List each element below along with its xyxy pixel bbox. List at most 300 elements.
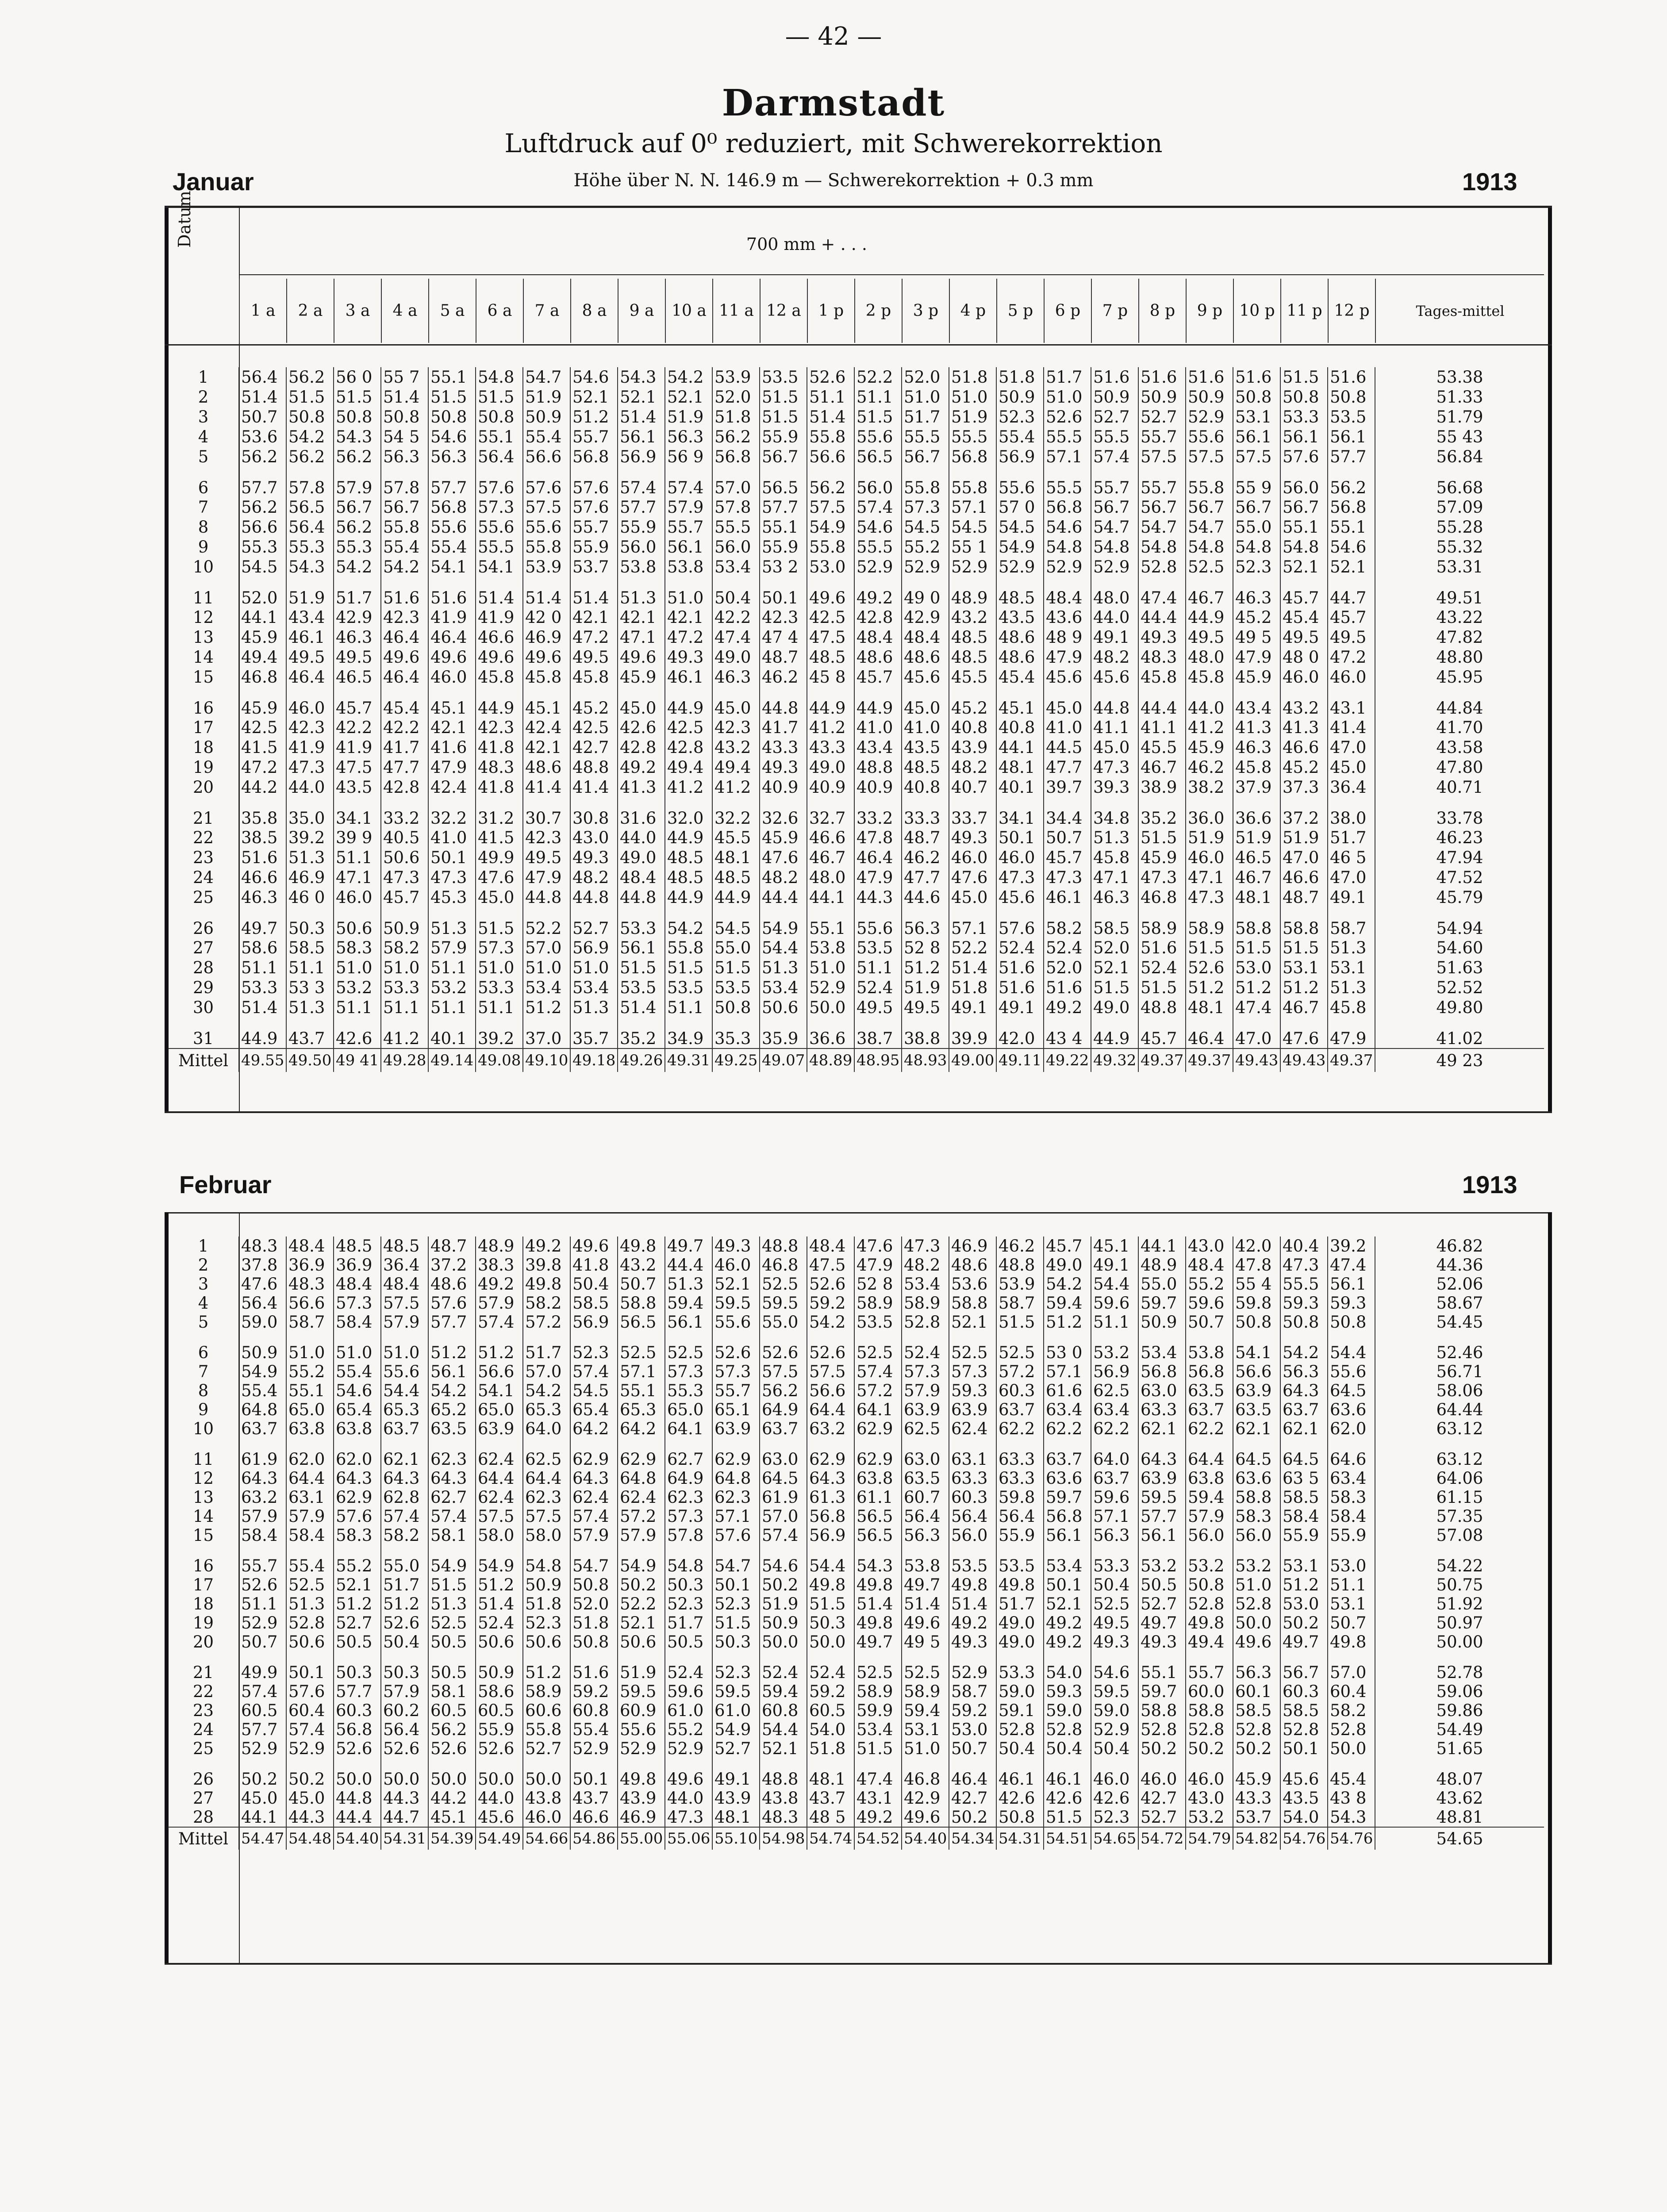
pressure-value: 49.7 <box>1138 1613 1186 1632</box>
pressure-value: 56.4 <box>381 1720 428 1739</box>
pressure-value: 52.9 <box>854 557 902 577</box>
day-number: 28 <box>192 958 214 977</box>
pressure-value: 56.3 <box>428 447 476 467</box>
pressure-value: 36.9 <box>286 1256 334 1275</box>
pressure-value: 41.2 <box>381 1018 428 1048</box>
pressure-value: 50.6 <box>760 998 807 1018</box>
pressure-value: 54.4 <box>1328 1332 1375 1362</box>
pressure-value: 39.2 <box>1328 1237 1375 1256</box>
pressure-value: 53.0 <box>1280 1594 1328 1613</box>
pressure-value: 51.2 <box>1186 978 1233 998</box>
pressure-value: 47.6 <box>476 868 523 887</box>
daily-mean: 51.63 <box>1375 958 1544 978</box>
pressure-value: 55.2 <box>334 1545 381 1575</box>
pressure-value: 40.1 <box>428 1018 476 1048</box>
pressure-value: 47.9 <box>523 868 570 887</box>
pressure-value: 46 0 <box>286 887 334 907</box>
pressure-value: 44.7 <box>381 1808 428 1827</box>
pressure-value: 55.1 <box>286 1381 334 1400</box>
pressure-value: 54.9 <box>996 537 1044 557</box>
pressure-value: 34.1 <box>996 797 1044 828</box>
pressure-value: 44.8 <box>1091 687 1138 718</box>
pressure-value: 51.7 <box>902 407 949 427</box>
pressure-value: 48.8 <box>760 1758 807 1789</box>
pressure-value: 36.0 <box>1186 797 1233 828</box>
pressure-value: 31.2 <box>476 797 523 828</box>
pressure-value: 51.2 <box>570 407 618 427</box>
hourly-mean: 49.32 <box>1091 1048 1138 1072</box>
pressure-value: 64.4 <box>1186 1438 1233 1469</box>
pressure-value: 49.6 <box>428 647 476 667</box>
pressure-value: 64.3 <box>1280 1381 1328 1400</box>
pressure-value: 45.9 <box>239 627 286 647</box>
pressure-value: 56.8 <box>712 447 760 467</box>
pressure-value: 55.1 <box>1280 517 1328 537</box>
pressure-value: 50.8 <box>476 407 523 427</box>
pressure-value: 59.4 <box>1044 1294 1091 1313</box>
hourly-mean: 49.31 <box>665 1048 712 1072</box>
pressure-value: 62.7 <box>428 1488 476 1507</box>
pressure-value: 60.1 <box>1233 1682 1280 1701</box>
pressure-value: 48.4 <box>1044 577 1091 607</box>
pressure-value: 50.2 <box>1280 1613 1328 1632</box>
pressure-value: 45.0 <box>1328 757 1375 777</box>
pressure-value: 52.8 <box>1233 1720 1280 1739</box>
table-row <box>168 887 1544 907</box>
pressure-value: 54.6 <box>570 367 618 387</box>
hour-header-cell: 3 p <box>902 279 949 343</box>
pressure-value: 47.0 <box>1233 1018 1280 1048</box>
pressure-value: 50.7 <box>1328 1613 1375 1632</box>
pressure-value: 60.4 <box>1328 1682 1375 1701</box>
hourly-mean: 54.82 <box>1233 1827 1280 1850</box>
pressure-value: 43.4 <box>1233 687 1280 718</box>
pressure-value: 57.4 <box>854 1362 902 1381</box>
daily-mean: 48.81 <box>1375 1808 1544 1827</box>
pressure-value: 57.9 <box>286 1507 334 1526</box>
pressure-value: 42.3 <box>476 718 523 737</box>
pressure-value: 48.3 <box>286 1275 334 1294</box>
pressure-value: 51.5 <box>665 958 712 978</box>
pressure-value: 47 4 <box>760 627 807 647</box>
pressure-value: 55.7 <box>1138 427 1186 447</box>
pressure-value: 55.5 <box>1044 427 1091 447</box>
pressure-value: 62.5 <box>523 1438 570 1469</box>
pressure-value: 51.7 <box>381 1575 428 1594</box>
pressure-value: 58.6 <box>476 1682 523 1701</box>
pressure-value: 48.6 <box>523 757 570 777</box>
hourly-mean: 49.11 <box>996 1048 1044 1072</box>
pressure-value: 40.4 <box>1280 1237 1328 1256</box>
pressure-value: 52.4 <box>760 1651 807 1682</box>
pressure-value: 49.9 <box>476 848 523 868</box>
pressure-value: 51.9 <box>949 407 996 427</box>
pressure-value: 50.0 <box>428 1758 476 1789</box>
pressure-value: 55.6 <box>854 427 902 447</box>
pressure-value: 39.8 <box>523 1256 570 1275</box>
mittel-label: Mittel <box>168 1827 239 1850</box>
pressure-value: 56.3 <box>1233 1651 1280 1682</box>
pressure-value: 58.5 <box>1091 907 1138 938</box>
pressure-value: 52.0 <box>239 577 286 607</box>
pressure-value: 40.9 <box>854 777 902 797</box>
pressure-value: 50.0 <box>523 1758 570 1789</box>
hour-header-cell: 6 a <box>476 279 523 343</box>
pressure-value: 48.6 <box>428 1275 476 1294</box>
pressure-value: 51.1 <box>428 998 476 1018</box>
day-number: 16 <box>192 699 214 718</box>
pressure-value: 50.3 <box>334 1651 381 1682</box>
pressure-value: 59.8 <box>1233 1294 1280 1313</box>
pressure-value: 43.9 <box>712 1789 760 1808</box>
pressure-value: 42.8 <box>618 737 665 757</box>
day-number: 15 <box>192 668 214 687</box>
pressure-value: 57.0 <box>760 1507 807 1526</box>
table-row <box>168 1682 1544 1701</box>
pressure-value: 56.2 <box>428 1720 476 1739</box>
pressure-value: 50.5 <box>334 1632 381 1651</box>
pressure-value: 47.2 <box>239 757 286 777</box>
pressure-value: 65.1 <box>712 1400 760 1419</box>
pressure-value: 48.4 <box>618 868 665 887</box>
pressure-value: 47.8 <box>1233 1256 1280 1275</box>
pressure-value: 51.0 <box>381 1332 428 1362</box>
pressure-value: 46.3 <box>712 667 760 687</box>
table-row <box>168 1701 1544 1720</box>
pressure-value: 57.1 <box>949 497 996 517</box>
pressure-value: 59.4 <box>760 1682 807 1701</box>
pressure-value: 53.5 <box>996 1545 1044 1575</box>
pressure-value: 54.2 <box>381 557 428 577</box>
day-number: 30 <box>192 998 214 1017</box>
pressure-value: 63.9 <box>902 1400 949 1419</box>
pressure-value: 57.3 <box>476 938 523 958</box>
pressure-value: 62.9 <box>618 1438 665 1469</box>
pressure-value: 51.6 <box>1328 367 1375 387</box>
pressure-value: 48.4 <box>334 1275 381 1294</box>
hourly-mean: 55.10 <box>712 1827 760 1850</box>
pressure-value: 51.5 <box>1138 828 1186 848</box>
hourly-mean: 54.52 <box>854 1827 902 1850</box>
hour-header-cell: 1 p <box>807 279 855 343</box>
pressure-value: 57.4 <box>854 497 902 517</box>
pressure-value: 47.1 <box>334 868 381 887</box>
pressure-value: 46.8 <box>1138 887 1186 907</box>
daily-mean: 54.45 <box>1375 1313 1544 1332</box>
page-number: — 42 — <box>785 22 882 51</box>
pressure-value: 50.7 <box>949 1739 996 1758</box>
pressure-value: 64.3 <box>334 1469 381 1488</box>
pressure-value: 51.2 <box>902 958 949 978</box>
pressure-value: 56.0 <box>618 537 665 557</box>
pressure-value: 44.8 <box>334 1789 381 1808</box>
pressure-value: 57.4 <box>239 1682 286 1701</box>
pressure-value: 56.8 <box>949 447 996 467</box>
pressure-value: 57.4 <box>428 1507 476 1526</box>
pressure-value: 36.9 <box>334 1256 381 1275</box>
pressure-value: 42.5 <box>665 718 712 737</box>
pressure-value: 51.2 <box>476 1332 523 1362</box>
pressure-value: 54.6 <box>854 517 902 537</box>
pressure-value: 43.5 <box>1280 1789 1328 1808</box>
pressure-value: 32.7 <box>807 797 854 828</box>
pressure-value: 54.5 <box>570 1381 618 1400</box>
daily-mean: 55 43 <box>1375 427 1544 447</box>
table-row <box>168 1545 1544 1575</box>
pressure-value: 52.4 <box>476 1613 523 1632</box>
pressure-value: 45.3 <box>428 887 476 907</box>
pressure-value: 57.1 <box>1091 1507 1138 1526</box>
pressure-value: 50.8 <box>570 1632 618 1651</box>
pressure-value: 42.6 <box>618 718 665 737</box>
day-number: 23 <box>192 848 214 867</box>
daily-mean: 52.06 <box>1375 1275 1544 1294</box>
pressure-value: 65.0 <box>476 1400 523 1419</box>
pressure-value: 45.7 <box>1328 607 1375 627</box>
pressure-value: 60.6 <box>523 1701 570 1720</box>
pressure-value: 52.8 <box>1138 1720 1186 1739</box>
pressure-value: 51.5 <box>1044 1808 1091 1827</box>
pressure-value: 58.5 <box>1280 1488 1328 1507</box>
hour-header-cell: 4 a <box>381 279 429 343</box>
day-number: 5 <box>198 1313 209 1332</box>
daily-mean: 64.06 <box>1375 1469 1544 1488</box>
table-row <box>168 907 1544 938</box>
pressure-value: 51.5 <box>476 907 523 938</box>
pressure-value: 57.7 <box>428 467 476 497</box>
hour-header-cell: 5 a <box>429 279 476 343</box>
pressure-value: 46.6 <box>1280 868 1328 887</box>
pressure-value: 56.9 <box>570 938 618 958</box>
pressure-value: 59.1 <box>996 1701 1044 1720</box>
pressure-value: 48.6 <box>902 647 949 667</box>
pressure-value: 51.5 <box>286 387 334 407</box>
pressure-value: 54.7 <box>570 1545 618 1575</box>
pressure-value: 47.1 <box>1091 868 1138 887</box>
table-row <box>168 1237 1544 1256</box>
tagesmittel-header: Tages-mittel <box>1375 279 1544 343</box>
pressure-value: 51.1 <box>286 958 334 978</box>
pressure-value: 55.6 <box>712 1313 760 1332</box>
hourly-mean: 54.34 <box>949 1827 996 1850</box>
pressure-value: 63.7 <box>239 1419 286 1438</box>
pressure-value: 56.8 <box>1044 1507 1091 1526</box>
daily-mean: 52.52 <box>1375 978 1544 998</box>
pressure-value: 61.9 <box>239 1438 286 1469</box>
pressure-value: 56.3 <box>1280 1362 1328 1381</box>
pressure-value: 47.6 <box>854 1237 902 1256</box>
pressure-value: 56.1 <box>618 427 665 447</box>
pressure-value: 54.2 <box>665 907 712 938</box>
pressure-value: 53.8 <box>1186 1332 1233 1362</box>
pressure-value: 58.1 <box>428 1526 476 1545</box>
pressure-value: 55.4 <box>334 1362 381 1381</box>
pressure-value: 59.7 <box>1044 1488 1091 1507</box>
pressure-value: 57.1 <box>949 907 996 938</box>
pressure-value: 57.0 <box>523 1362 570 1381</box>
pressure-value: 57.2 <box>523 1313 570 1332</box>
pressure-value: 58.8 <box>618 1294 665 1313</box>
pressure-value: 44.9 <box>1091 1018 1138 1048</box>
pressure-value: 50.9 <box>523 1575 570 1594</box>
pressure-value: 35.8 <box>239 797 286 828</box>
pressure-value: 44.0 <box>1091 607 1138 627</box>
pressure-value: 48.8 <box>996 1256 1044 1275</box>
pressure-value: 49.4 <box>665 757 712 777</box>
pressure-value: 52.1 <box>618 1613 665 1632</box>
pressure-value: 51.1 <box>334 848 381 868</box>
daily-mean: 44.84 <box>1375 687 1544 718</box>
hourly-mean: 54.31 <box>996 1827 1044 1850</box>
pressure-value: 50.3 <box>665 1575 712 1594</box>
daily-mean: 57.09 <box>1375 497 1544 517</box>
daily-mean: 50.00 <box>1375 1632 1544 1651</box>
pressure-value: 63.2 <box>807 1419 854 1438</box>
pressure-value: 57.3 <box>712 1362 760 1381</box>
pressure-value: 48.5 <box>665 848 712 868</box>
pressure-value: 50.4 <box>712 577 760 607</box>
pressure-value: 44.8 <box>618 887 665 907</box>
pressure-value: 51.5 <box>854 1739 902 1758</box>
pressure-value: 49.8 <box>854 1613 902 1632</box>
pressure-value: 55.5 <box>476 537 523 557</box>
pressure-value: 57.6 <box>286 1682 334 1701</box>
pressure-value: 48.5 <box>381 1237 428 1256</box>
day-number: 21 <box>192 1663 214 1682</box>
pressure-value: 56.0 <box>949 1526 996 1545</box>
pressure-value: 41.9 <box>476 607 523 627</box>
pressure-value: 54.7 <box>1138 517 1186 537</box>
day-number: 7 <box>198 1362 209 1381</box>
pressure-value: 43.5 <box>902 737 949 757</box>
pressure-value: 49.5 <box>1280 627 1328 647</box>
pressure-value: 59.5 <box>712 1682 760 1701</box>
pressure-value: 52.9 <box>570 1739 618 1758</box>
pressure-value: 51.0 <box>523 958 570 978</box>
pressure-value: 62.4 <box>570 1488 618 1507</box>
pressure-value: 64.5 <box>1233 1438 1280 1469</box>
hourly-mean: 55.00 <box>618 1827 665 1850</box>
pressure-value: 51.2 <box>476 1575 523 1594</box>
pressure-value: 45.8 <box>1186 667 1233 687</box>
pressure-value: 59.5 <box>618 1682 665 1701</box>
pressure-value: 62.8 <box>381 1488 428 1507</box>
pressure-value: 49.1 <box>712 1758 760 1789</box>
pressure-value: 49.3 <box>665 647 712 667</box>
pressure-value: 57.7 <box>334 1682 381 1701</box>
pressure-value: 57.3 <box>334 1294 381 1313</box>
pressure-value: 42.6 <box>1044 1789 1091 1808</box>
pressure-value: 41.3 <box>618 777 665 797</box>
pressure-value: 42.2 <box>712 607 760 627</box>
pressure-value: 64.5 <box>760 1469 807 1488</box>
pressure-value: 60.8 <box>570 1701 618 1720</box>
day-number: 1 <box>198 1237 209 1256</box>
pressure-value: 47.3 <box>1138 868 1186 887</box>
daily-mean: 43.58 <box>1375 737 1544 757</box>
pressure-value: 56 9 <box>665 447 712 467</box>
pressure-value: 50.8 <box>996 1808 1044 1827</box>
pressure-value: 55.8 <box>523 1720 570 1739</box>
pressure-value: 55.6 <box>381 1362 428 1381</box>
pressure-value: 48.4 <box>381 1275 428 1294</box>
pressure-value: 42.4 <box>428 777 476 797</box>
pressure-value: 55.2 <box>1186 1275 1233 1294</box>
pressure-value: 41.8 <box>476 777 523 797</box>
pressure-value: 49.8 <box>807 1575 854 1594</box>
pressure-value: 42.7 <box>949 1789 996 1808</box>
pressure-value: 46.8 <box>239 667 286 687</box>
pressure-value: 59.5 <box>1138 1488 1186 1507</box>
pressure-value: 58.6 <box>239 938 286 958</box>
pressure-value: 53.5 <box>854 938 902 958</box>
pressure-value: 57.9 <box>618 1526 665 1545</box>
pressure-value: 48.1 <box>807 1758 854 1789</box>
pressure-value: 54.7 <box>1186 517 1233 537</box>
pressure-value: 48.2 <box>902 1256 949 1275</box>
pressure-value: 45.8 <box>570 667 618 687</box>
pressure-value: 52.5 <box>618 1332 665 1362</box>
pressure-value: 49.2 <box>1044 1613 1091 1632</box>
pressure-value: 63 5 <box>1280 1469 1328 1488</box>
pressure-value: 63.8 <box>334 1419 381 1438</box>
pressure-value: 52.6 <box>760 1332 807 1362</box>
pressure-value: 52.6 <box>712 1332 760 1362</box>
table-row <box>168 978 1544 998</box>
pressure-value: 41.5 <box>239 737 286 757</box>
pressure-value: 63.2 <box>239 1488 286 1507</box>
pressure-value: 48.5 <box>665 868 712 887</box>
hourly-mean: 54.49 <box>476 1827 523 1850</box>
pressure-value: 42.3 <box>286 718 334 737</box>
pressure-value: 56.2 <box>334 517 381 537</box>
pressure-value: 56.2 <box>760 1381 807 1400</box>
pressure-value: 56.7 <box>1280 497 1328 517</box>
header-divider-2 <box>165 344 1552 346</box>
pressure-value: 53.2 <box>1138 1545 1186 1575</box>
pressure-value: 50.8 <box>1280 387 1328 407</box>
pressure-value: 56.8 <box>1044 497 1091 517</box>
pressure-value: 63.8 <box>854 1469 902 1488</box>
subtitle: Luftdruck auf 0⁰ reduziert, mit Schwerekorrektion <box>504 128 1163 158</box>
pressure-value: 51.0 <box>334 958 381 978</box>
table-row <box>168 627 1544 647</box>
pressure-value: 57.5 <box>807 497 854 517</box>
pressure-value: 50.9 <box>523 407 570 427</box>
pressure-value: 51.3 <box>1328 938 1375 958</box>
day-number: 11 <box>192 588 214 607</box>
pressure-value: 58.4 <box>1280 1507 1328 1526</box>
pressure-value: 58.4 <box>239 1526 286 1545</box>
pressure-value: 56.0 <box>1233 1526 1280 1545</box>
pressure-value: 53.1 <box>1280 1545 1328 1575</box>
pressure-value: 60.5 <box>428 1701 476 1720</box>
pressure-value: 54.4 <box>381 1381 428 1400</box>
pressure-value: 60.3 <box>334 1701 381 1720</box>
pressure-value: 53.0 <box>1233 958 1280 978</box>
pressure-value: 56.7 <box>1186 497 1233 517</box>
pressure-value: 51.5 <box>618 958 665 978</box>
pressure-value: 53.5 <box>665 978 712 998</box>
pressure-value: 41.4 <box>570 777 618 797</box>
pressure-value: 50.6 <box>476 1632 523 1651</box>
pressure-value: 52.1 <box>1044 1594 1091 1613</box>
pressure-value: 56.2 <box>286 447 334 467</box>
pressure-value: 56.7 <box>1280 1651 1328 1682</box>
pressure-value: 50.2 <box>1233 1739 1280 1758</box>
pressure-value: 48.1 <box>712 1808 760 1827</box>
pressure-value: 55.1 <box>807 907 854 938</box>
